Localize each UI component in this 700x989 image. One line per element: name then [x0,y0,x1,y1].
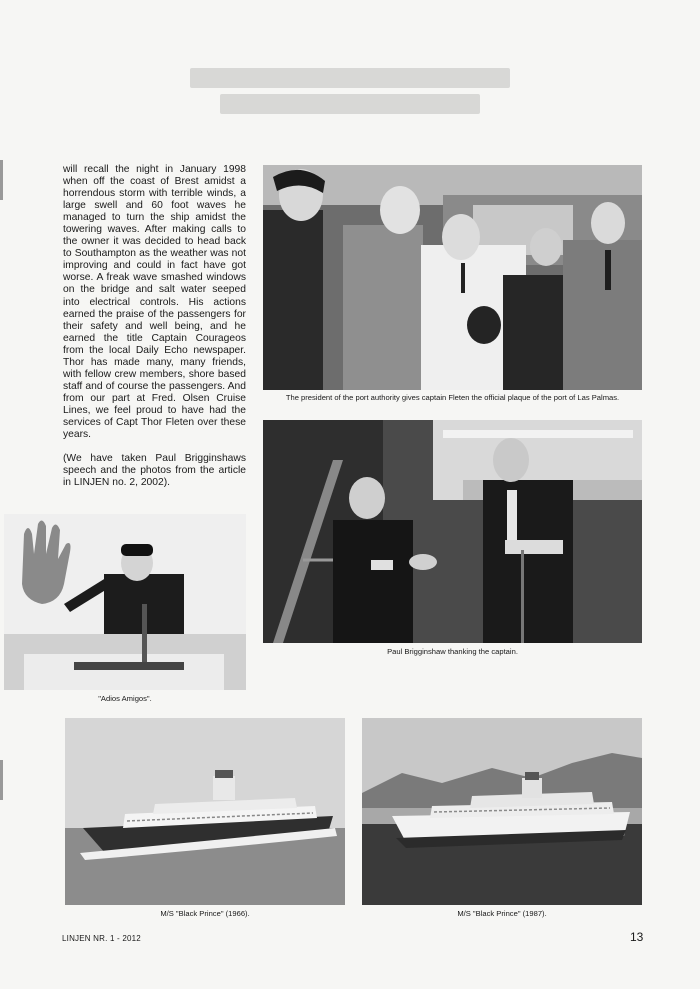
page-number: 13 [630,930,644,944]
caption-thanking: Paul Brigginshaw thanking the captain. [387,647,518,656]
photo-thanking-captain [263,420,642,643]
article-body [63,164,246,501]
caption-plaque: The president of the port authority gives captain Fleten the official plaque of the port of Las Palmas. [285,393,620,402]
article-paragraph: will recall the night in January 1998 when off the coast of Brest amidst a horrendous storm with terrible winds, a large swell and 60 foot waves he managed to turn the ship amidst the towering waves. After making calls to the owner it was decided to head back to Southampton as the weather was not improving and could in fact have got worse. A freak wave smashed windows on the bridge and salt water seeped into electrical controls. His actions earned the praise of the passengers for their safety and well being, and he earned the title Captain Courageos from the local Daily Echo newspaper. Thor has made many, many friends, with fellow crew members, shore based staff and of course the passengers. And from our part at Fred. Olsen Cruise Lines, we feel proud to have had the services of Capt Thor Fleten over these years. [63,164,246,441]
caption-1987: M/S "Black Prince" (1987). [457,909,547,918]
caption-1966: M/S "Black Prince" (1966). [160,909,250,918]
binding-mark [0,160,3,200]
photo-adios-amigos [4,514,246,690]
photo-plaque-ceremony [263,165,642,390]
caption-adios: "Adios Amigos". [98,694,152,703]
bleed-through-heading [180,62,520,120]
photo-black-prince-1966 [65,718,345,905]
binding-mark [0,760,3,800]
publication-footer: LINJEN NR. 1 - 2012 [62,934,141,943]
article-paragraph: (We have taken Paul Brigginshaws speech and the photos from the article in LINJEN no. 2, 2002). [63,453,246,489]
photo-black-prince-1987 [362,718,642,905]
